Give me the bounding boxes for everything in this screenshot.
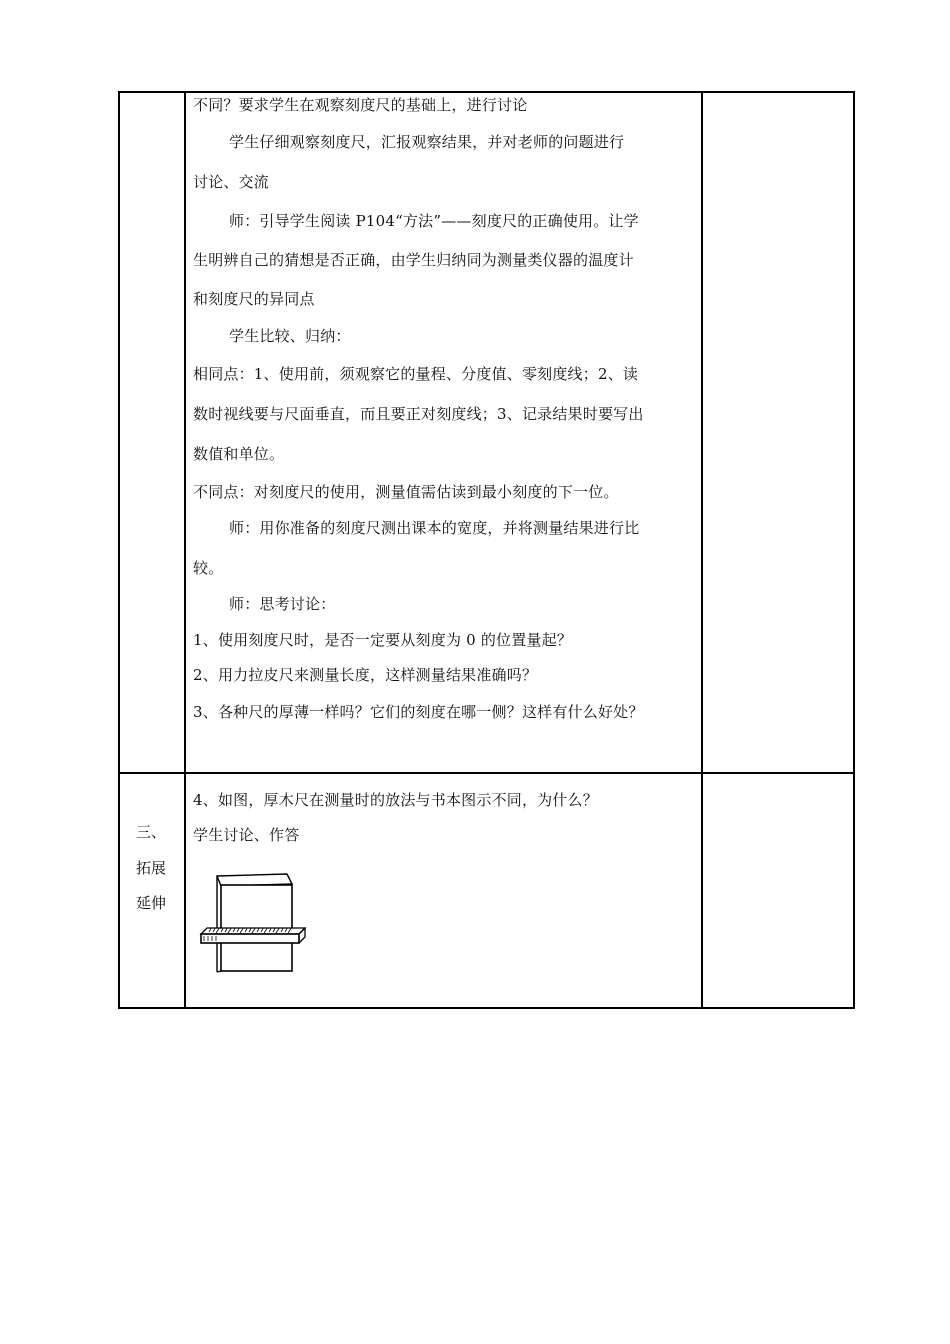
table-right-border [853,91,855,1009]
row-divider [118,772,855,774]
section-title-line1: 拓展 [136,859,167,877]
text-line: 数时视线要与尺面垂直，而且要正对刻度线；3、记录结果时要写出 [193,405,644,423]
text-line: 数值和单位。 [193,445,285,463]
text-line: 学生比较、归纳： [229,327,351,345]
table-left-border [118,91,120,1009]
text-line: 师：用你准备的刻度尺测出课本的宽度，并将测量结果进行比 [229,519,640,537]
text-line: 不同？要求学生在观察刻度尺的基础上，进行讨论 [193,96,528,114]
text-line: 师：思考讨论： [229,595,336,613]
question-text: 4、如图，厚木尺在测量时的放法与书本图示不同，为什么？ [193,791,598,809]
text-line: 2、用力拉皮尺来测量长度，这样测量结果准确吗？ [193,666,538,684]
text-line: 较。 [193,559,224,577]
text-line: 和刻度尺的异同点 [193,290,315,308]
text-line: 师：引导学生阅读 P104“方法”——刻度尺的正确使用。让学 [229,212,639,230]
text-line: 学生仔细观察刻度尺，汇报观察结果，并对老师的问题进行 [229,133,625,151]
text-line: 不同点：对刻度尺的使用，测量值需估读到最小刻度的下一位。 [193,483,619,501]
answer-prompt: 学生讨论、作答 [193,826,300,844]
text-line: 相同点：1、使用前，须观察它的量程、分度值、零刻度线；2、读 [193,365,639,383]
book-with-thick-ruler-illustration [199,870,307,978]
section-number: 三、 [136,823,167,841]
section-title-line2: 延伸 [136,894,167,912]
text-line: 生明辨自己的猜想是否正确，由学生归纳同为测量类仪器的温度计 [193,251,634,269]
table-bottom-border [118,1007,855,1009]
text-line: 3、各种尺的厚薄一样吗？它们的刻度在哪一侧？这样有什么好处？ [193,703,644,721]
text-line: 讨论、交流 [193,173,270,191]
text-line: 1、使用刻度尺时，是否一定要从刻度为 0 的位置量起？ [193,631,573,649]
column-divider-2 [701,91,703,1009]
table-top-border [118,91,855,93]
column-divider-1 [184,91,186,1009]
